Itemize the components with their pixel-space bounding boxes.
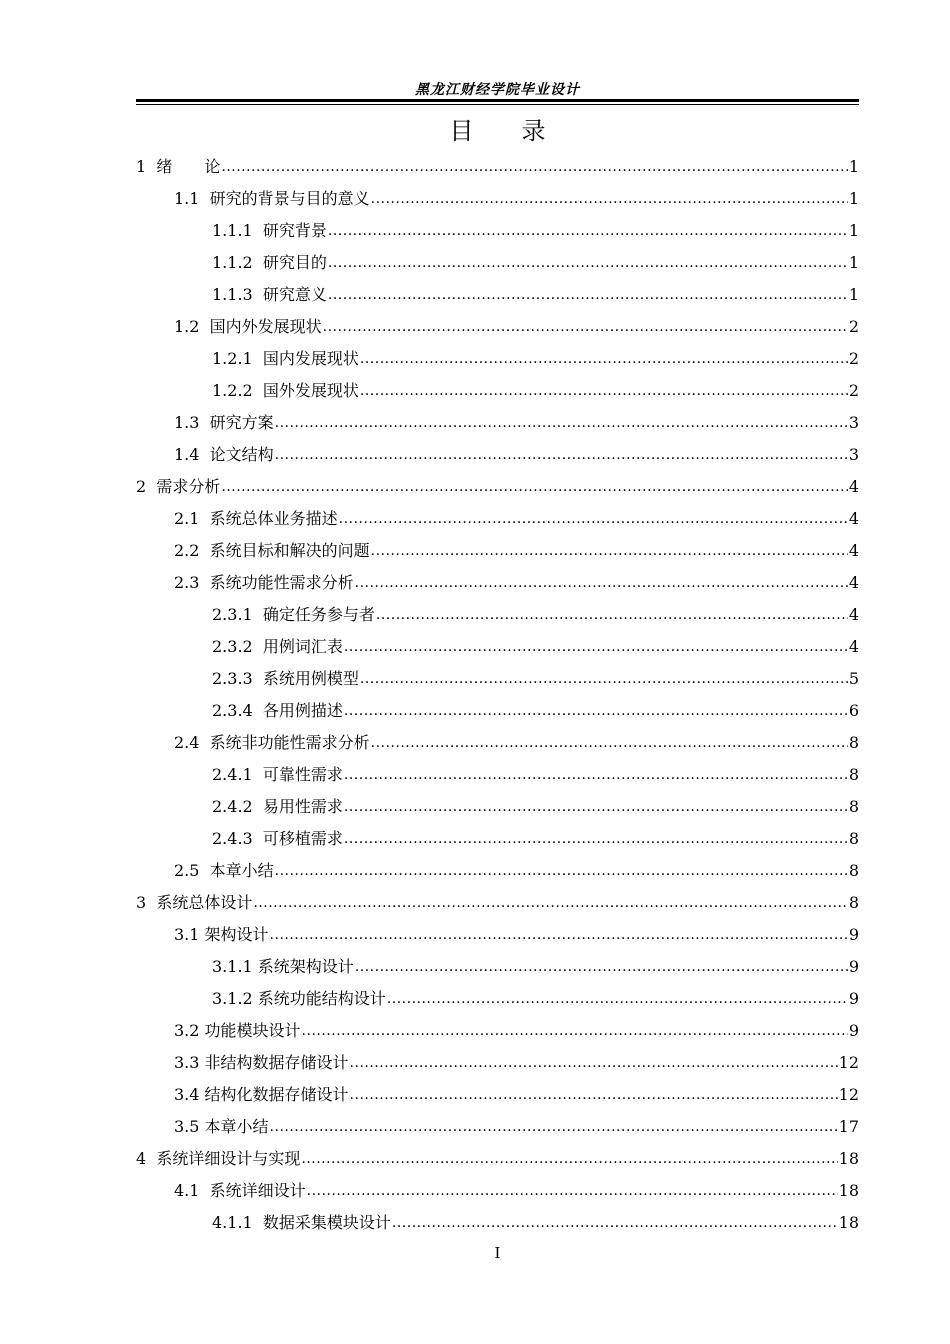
toc-entry-title: 2 需求分析 <box>136 477 221 496</box>
toc-entry[interactable] <box>136 599 859 631</box>
toc-entry-page: 3 <box>848 445 859 464</box>
toc-entry-title: 2.3.4 各用例描述 <box>212 701 343 720</box>
dot-leader <box>221 477 847 497</box>
dot-leader <box>302 1021 848 1041</box>
toc-entry-page: 9 <box>848 957 859 976</box>
toc-entry-page: 17 <box>838 1117 859 1136</box>
dot-leader <box>328 253 848 273</box>
toc-entry[interactable] <box>136 183 859 215</box>
toc-entry-title: 4 系统详细设计与实现 <box>136 1149 301 1168</box>
toc-entry[interactable] <box>136 151 859 183</box>
toc-entry-page: 6 <box>848 701 859 720</box>
toc-entry[interactable] <box>136 631 859 663</box>
dot-leader <box>301 1149 837 1169</box>
toc-entry-title: 3 系统总体设计 <box>136 893 253 912</box>
dot-leader <box>350 1085 838 1105</box>
toc-entry-page: 1 <box>848 157 859 176</box>
dot-leader <box>270 1117 838 1137</box>
toc-entry-page: 2 <box>848 317 859 336</box>
toc-entry-title: 1.2.1 国内发展现状 <box>212 349 359 368</box>
toc-entry-page: 2 <box>848 349 859 368</box>
toc-entry-page: 12 <box>838 1053 859 1072</box>
header-rule-thick <box>136 99 859 102</box>
dot-leader <box>344 765 848 785</box>
toc-entry-page: 3 <box>848 413 859 432</box>
toc-entry[interactable] <box>136 375 859 407</box>
toc-entry-title: 2.3.2 用例词汇表 <box>212 637 343 656</box>
toc-entry-title: 4.1 系统详细设计 <box>174 1181 306 1200</box>
dot-leader <box>328 285 848 305</box>
toc-entry[interactable] <box>136 1207 859 1239</box>
toc-entry-page: 4 <box>848 541 859 560</box>
toc-entry[interactable] <box>136 759 859 791</box>
toc-entry-page: 1 <box>848 189 859 208</box>
toc-entry[interactable] <box>136 1111 859 1143</box>
toc-entry-page: 5 <box>848 669 859 688</box>
toc-entry-title: 2.4 系统非功能性需求分析 <box>174 733 370 752</box>
toc-entry-page: 8 <box>848 797 859 816</box>
toc-entry-title: 1.1.3 研究意义 <box>212 285 327 304</box>
toc-entry-title: 2.4.1 可靠性需求 <box>212 765 343 784</box>
toc-entry-title: 2.3.1 确定任务参与者 <box>212 605 375 624</box>
toc-entry[interactable] <box>136 247 859 279</box>
dot-leader <box>344 701 848 721</box>
toc-entry[interactable] <box>136 791 859 823</box>
dot-leader <box>344 637 848 657</box>
dot-leader <box>344 829 848 849</box>
dot-leader <box>360 381 848 401</box>
toc-entry-title: 3.1.1 系统架构设计 <box>212 957 354 976</box>
dot-leader <box>350 1053 838 1073</box>
toc-entry-page: 4 <box>848 509 859 528</box>
toc-entry-title: 3.2 功能模块设计 <box>174 1021 301 1040</box>
dot-leader <box>307 1181 838 1201</box>
dot-leader <box>392 1213 838 1233</box>
toc-entry-title: 2.4.2 易用性需求 <box>212 797 343 816</box>
toc-entry-title: 2.4.3 可移植需求 <box>212 829 343 848</box>
toc-entry[interactable] <box>136 727 859 759</box>
dot-leader <box>344 797 848 817</box>
toc-entry[interactable] <box>136 823 859 855</box>
toc-entry-page: 8 <box>848 829 859 848</box>
dot-leader <box>371 541 848 561</box>
toc-entry[interactable] <box>136 887 859 919</box>
toc-entry-page: 1 <box>848 285 859 304</box>
toc-entry-title: 2.3.3 系统用例模型 <box>212 669 359 688</box>
toc-entry-title: 1.2 国内外发展现状 <box>174 317 322 336</box>
dot-leader <box>270 925 848 945</box>
dot-leader <box>275 413 848 433</box>
toc-entry[interactable] <box>136 343 859 375</box>
dot-leader <box>339 509 848 529</box>
toc-entry[interactable] <box>136 951 859 983</box>
toc-entry-title: 1.1.1 研究背景 <box>212 221 327 240</box>
toc-entry[interactable] <box>136 695 859 727</box>
dot-leader <box>323 317 848 337</box>
dot-leader <box>371 733 848 753</box>
toc-entry-title: 1.1.2 研究目的 <box>212 253 327 272</box>
toc-entry-title: 1 绪 论 <box>136 157 221 176</box>
toc-entry-title: 3.4 结构化数据存储设计 <box>174 1085 349 1104</box>
dot-leader <box>371 189 848 209</box>
toc-entry[interactable] <box>136 1143 859 1175</box>
toc-entry[interactable] <box>136 1079 859 1111</box>
toc-entry[interactable] <box>136 279 859 311</box>
toc-entry[interactable] <box>136 983 859 1015</box>
toc-entry-title: 1.3 研究方案 <box>174 413 274 432</box>
toc-entry[interactable] <box>136 1047 859 1079</box>
header-rule-thin <box>136 104 859 105</box>
toc-entry-page: 8 <box>848 765 859 784</box>
toc-title: 目 录 <box>449 117 546 145</box>
toc-entry-page: 8 <box>848 861 859 880</box>
toc-entry[interactable] <box>136 1015 859 1047</box>
toc-entry-page: 12 <box>838 1085 859 1104</box>
toc-entry-page: 9 <box>848 925 859 944</box>
toc-entry-title: 3.5 本章小结 <box>174 1117 269 1136</box>
toc-entry[interactable] <box>136 215 859 247</box>
page-header-title: 黑龙江财经学院毕业设计 <box>415 82 580 98</box>
toc-entry-page: 8 <box>848 733 859 752</box>
toc-entry-title: 3.1 架构设计 <box>174 925 269 944</box>
toc-entry-title: 3.3 非结构数据存储设计 <box>174 1053 349 1072</box>
toc-entry[interactable] <box>136 663 859 695</box>
toc-entry-title: 1.1 研究的背景与目的意义 <box>174 189 370 208</box>
toc-entry[interactable] <box>136 407 859 439</box>
dot-leader <box>355 957 848 977</box>
table-of-contents <box>136 151 859 1239</box>
toc-entry[interactable] <box>136 567 859 599</box>
toc-entry-page: 9 <box>848 989 859 1008</box>
toc-entry-title: 3.1.2 系统功能结构设计 <box>212 989 386 1008</box>
toc-entry-page: 4 <box>848 637 859 656</box>
dot-leader <box>275 445 848 465</box>
toc-entry[interactable] <box>136 1175 859 1207</box>
dot-leader <box>360 669 848 689</box>
dot-leader <box>376 605 848 625</box>
toc-entry-page: 1 <box>848 221 859 240</box>
toc-entry-page: 4 <box>848 605 859 624</box>
toc-entry[interactable] <box>136 471 859 503</box>
toc-entry-title: 2.1 系统总体业务描述 <box>174 509 338 528</box>
toc-entry-page: 2 <box>848 381 859 400</box>
dot-leader <box>221 157 847 177</box>
dot-leader <box>360 349 848 369</box>
dot-leader <box>355 573 848 593</box>
toc-entry-title: 2.2 系统目标和解决的问题 <box>174 541 370 560</box>
toc-entry-page: 18 <box>838 1181 859 1200</box>
toc-entry-title: 2.5 本章小结 <box>174 861 274 880</box>
toc-entry[interactable] <box>136 311 859 343</box>
toc-entry[interactable] <box>136 503 859 535</box>
toc-entry[interactable] <box>136 535 859 567</box>
dot-leader <box>275 861 848 881</box>
toc-entry-page: 4 <box>848 573 859 592</box>
toc-entry-page: 1 <box>848 253 859 272</box>
toc-entry-page: 8 <box>848 893 859 912</box>
dot-leader <box>253 893 847 913</box>
toc-entry[interactable] <box>136 855 859 887</box>
dot-leader <box>387 989 848 1009</box>
toc-entry-page: 9 <box>848 1021 859 1040</box>
toc-entry-title: 2.3 系统功能性需求分析 <box>174 573 354 592</box>
toc-entry-page: 18 <box>838 1213 859 1232</box>
toc-entry[interactable] <box>136 439 859 471</box>
toc-entry-title: 4.1.1 数据采集模块设计 <box>212 1213 391 1232</box>
toc-entry-title: 1.4 论文结构 <box>174 445 274 464</box>
dot-leader <box>328 221 848 241</box>
toc-entry-title: 1.2.2 国外发展现状 <box>212 381 359 400</box>
toc-entry-page: 4 <box>848 477 859 496</box>
toc-entry-page: 18 <box>838 1149 859 1168</box>
page-number: I <box>494 1244 501 1262</box>
toc-entry[interactable] <box>136 919 859 951</box>
